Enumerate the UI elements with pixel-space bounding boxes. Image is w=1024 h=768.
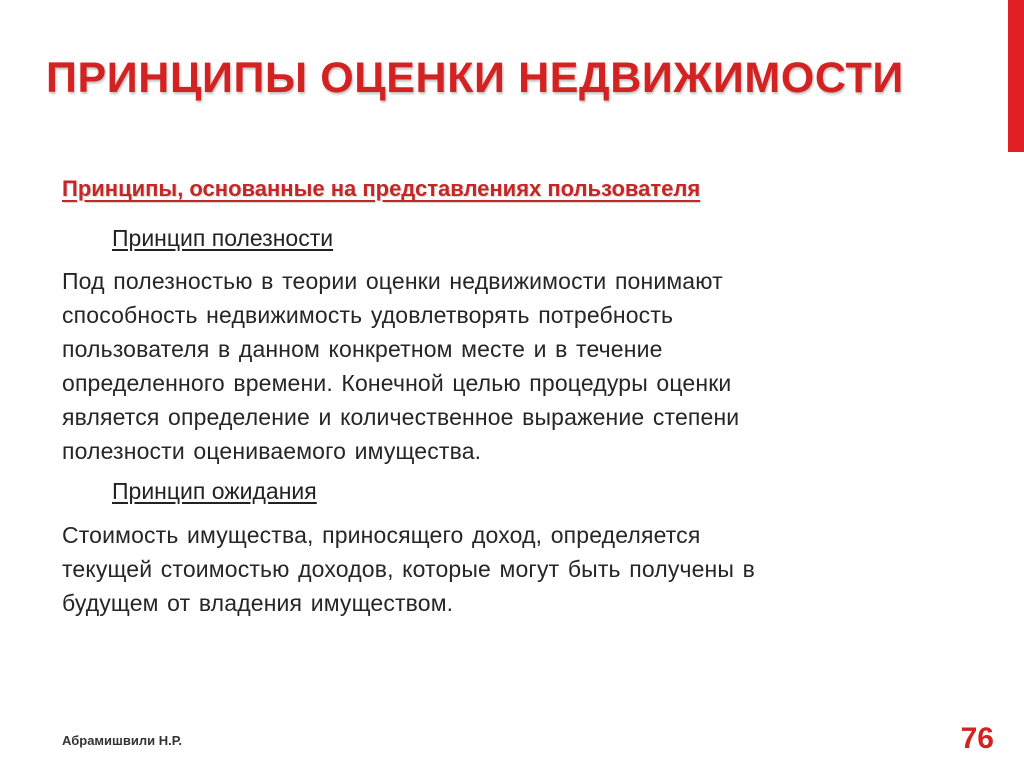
- text-line: пользователя в данном конкретном месте и в течение: [62, 336, 663, 362]
- author-name: Абрамишвили Н.Р.: [62, 733, 183, 748]
- text-line: текущей стоимостью доходов, которые могут быть получены в: [62, 556, 755, 582]
- principle-expectation-text: [62, 518, 755, 620]
- principle-utility-heading: Принцип полезности: [112, 225, 334, 251]
- text-line: способность недвижимость удовлетворять потребность: [62, 302, 674, 328]
- text-line: будущем от владения имуществом.: [62, 590, 454, 616]
- text-line: является определение и количественное выражение степени: [62, 404, 740, 430]
- slide-subtitle: Принципы, основанные на представлениях пользователя: [62, 176, 701, 201]
- page-number: 76: [960, 722, 994, 755]
- text-line: определенного времени. Конечной целью процедуры оценки: [62, 370, 732, 396]
- text-line: полезности оцениваемого имущества.: [62, 438, 482, 464]
- text-line: Стоимость имущества, приносящего доход, определяется: [62, 522, 701, 548]
- principle-expectation-heading: Принцип ожидания: [112, 478, 317, 504]
- principle-utility-text: [62, 264, 739, 468]
- text-line: Под полезностью в теории оценки недвижимости понимают: [62, 268, 723, 294]
- accent-bar: [1008, 0, 1024, 152]
- slide-title: ПРИНЦИПЫ ОЦЕНКИ НЕДВИЖИМОСТИ: [46, 54, 904, 102]
